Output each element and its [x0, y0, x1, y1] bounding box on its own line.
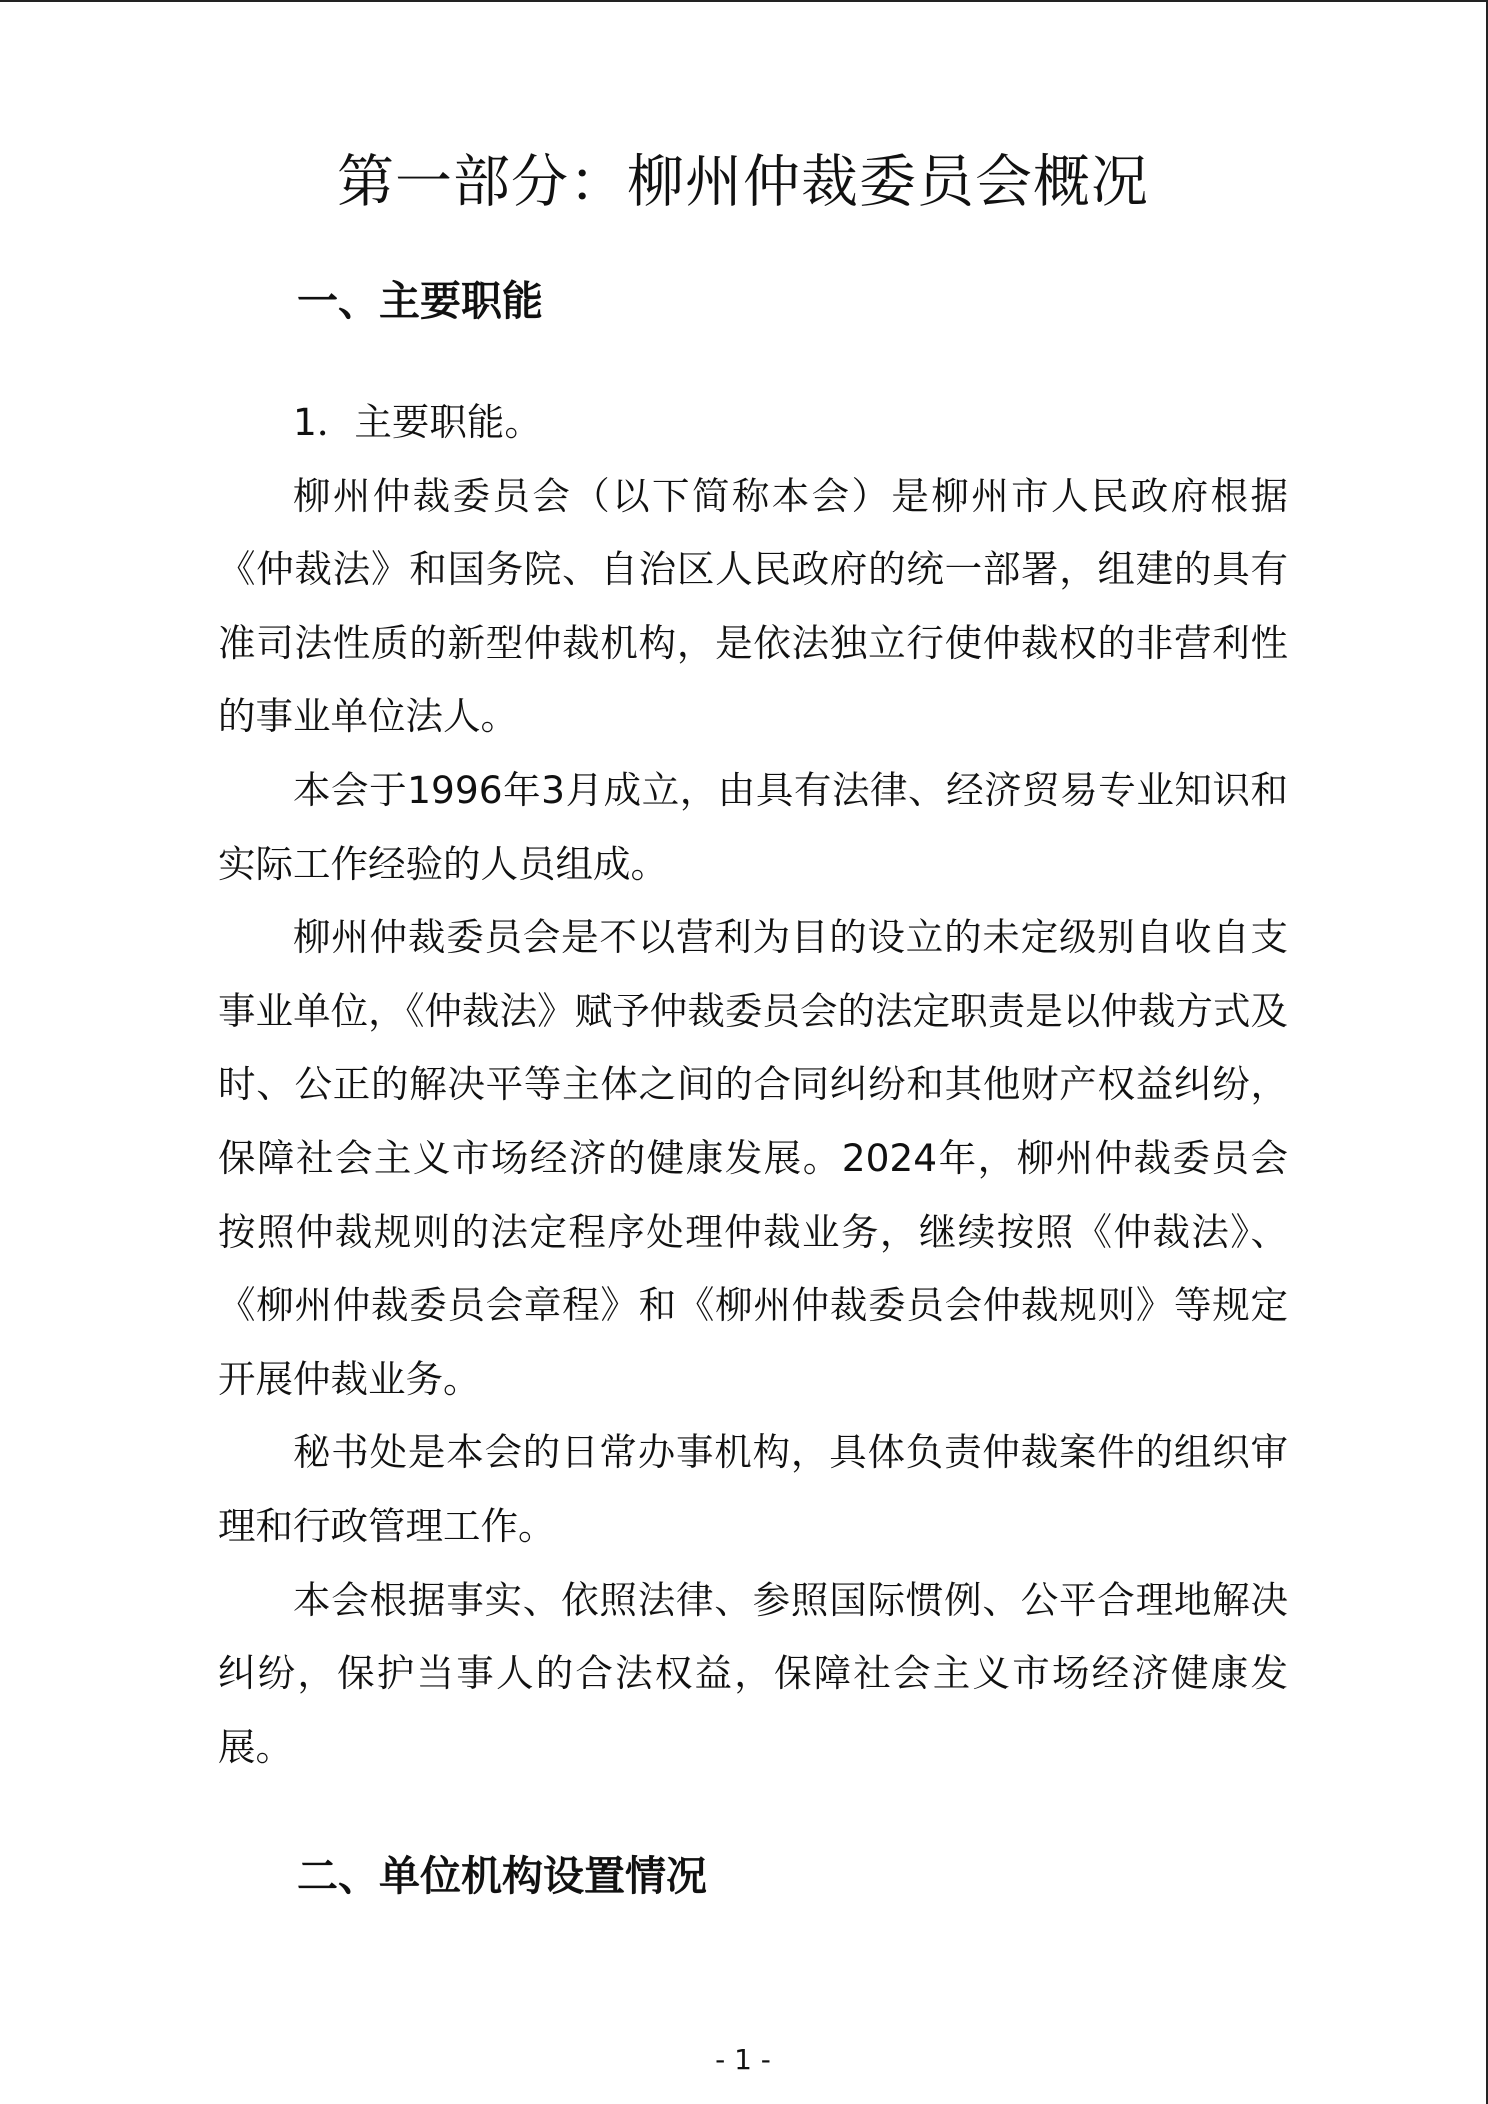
- page-number: - 1 -: [715, 2043, 771, 2076]
- section-heading-org-structure: 二、单位机构设置情况: [297, 1852, 707, 1900]
- page-title: 第一部分：柳州仲裁委员会概况: [337, 149, 1149, 215]
- section-heading-main-functions: 一、主要职能: [297, 277, 543, 325]
- document-body: [218, 386, 1288, 1784]
- subsection-heading: 1．主要职能。: [293, 400, 542, 444]
- paragraph: 柳州仲裁委员会（以下简称本会）是柳州市人民政府根据《仲裁法》和国务院、自治区人民政府的统一部署，组建的具有准司法性质的新型仲裁机构，是依法独立行使仲裁权的非营利性的事业单位法人。: [218, 473, 1288, 739]
- paragraph: 本会于1996年3月成立，由具有法律、经济贸易专业知识和实际工作经验的人员组成。: [218, 767, 1288, 886]
- paragraph: 秘书处是本会的日常办事机构，具体负责仲裁案件的组织审理和行政管理工作。: [218, 1430, 1288, 1548]
- paragraph: 柳州仲裁委员会是不以营利为目的设立的未定级别自收自支事业单位，《仲裁法》赋予仲裁委员会的法定职责是以仲裁方式及时、公正的解决平等主体之间的合同纠纷和其他财产权益纠纷，保障社会主义市场经济的健康发展。2024年，柳州仲裁委员会按照仲裁规则的法定程序处理仲裁业务，继续按照《仲裁法》、《柳州仲裁委员会章程》和《柳州仲裁委员会仲裁规则》等规定开展仲裁业务。: [218, 915, 1288, 1401]
- paragraph: 本会根据事实、依照法律、参照国际惯例、公平合理地解决纠纷，保护当事人的合法权益，保障社会主义市场经济健康发展。: [218, 1577, 1288, 1769]
